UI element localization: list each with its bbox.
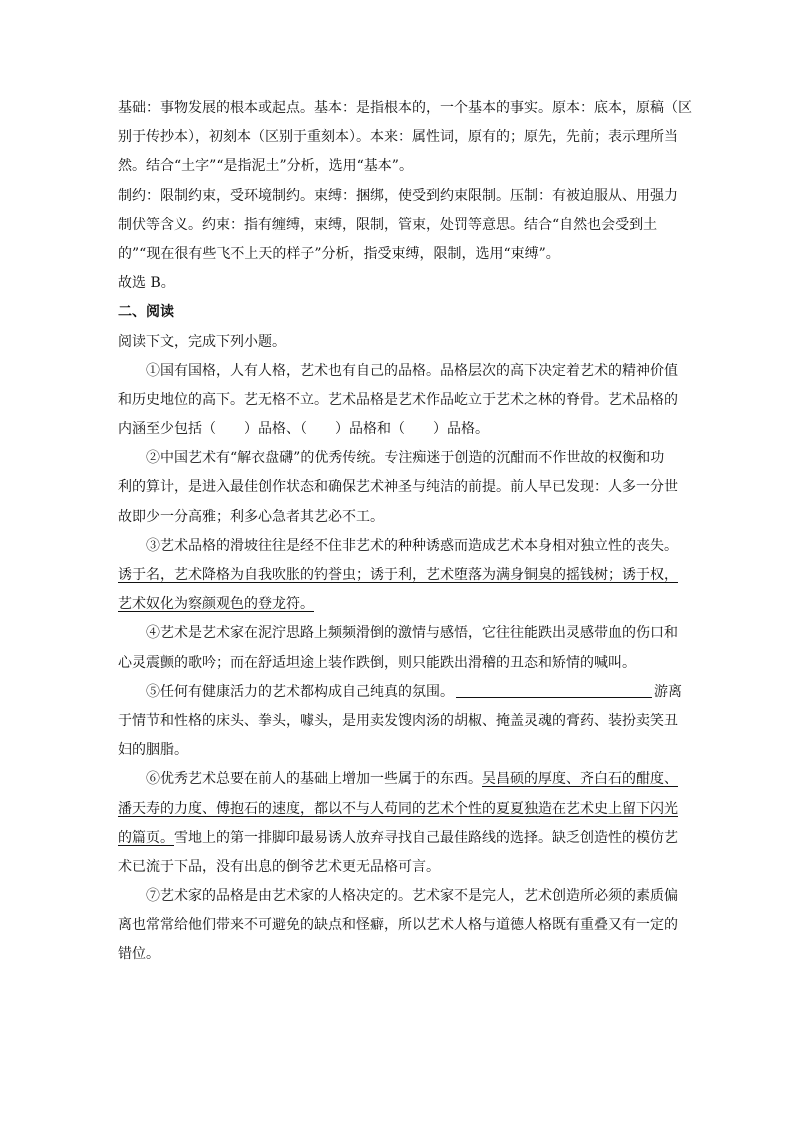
answer-line: 故选 B。: [118, 275, 175, 292]
paragraph-6: [118, 765, 678, 882]
text-line: ②中国艺术有“解衣盘礴”的优秀传统。专注痴迷于创造的沉酣而不作世故的权衡和功: [146, 450, 665, 467]
text-line: 制约：限制约束，受环境制约。束缚：捆绑，使受到约束限制。压制：有被迫服从、用强力: [118, 187, 678, 204]
text-line: 于情节和性格的床头、拳头，噱头，是用卖发馊肉汤的胡椒、掩盖灵魂的膏药、装扮卖笑丑: [118, 712, 678, 729]
text-line: ③艺术品格的滑坡往往是经不住非艺术的种种诱惑而造成艺术本身相对独立性的丧失。: [146, 537, 678, 554]
text-line: [118, 678, 682, 707]
text-line: 心灵震颤的歌吟；而在舒适坦途上装作跌倒，则只能跌出滑稽的丑态和矫情的喊叫。: [118, 654, 636, 671]
text-line: 然。结合“土字”“是指泥土”分析，选用“基本”。: [118, 158, 413, 175]
text-line: 别于传抄本），初刻本（区别于重刻本）。本来：属性词，原有的；原先，先前；表示理所当: [118, 129, 678, 146]
text-line: [118, 824, 678, 853]
text-span: 雪地上的第一排脚印最易诱人放弃寻找自己最佳路线的选择。缺乏创造性的模仿艺: [174, 829, 678, 846]
text-span: 游离: [654, 683, 682, 700]
paragraph-2: [118, 444, 678, 532]
underlined-sentence: 吴昌硕的厚度、齐白石的酣度、: [482, 771, 678, 788]
text-line: 利的算计，是进入最佳创作状态和确保艺术神圣与纯洁的前提。前人早已发现：人多一分世: [118, 479, 678, 496]
section-instruction: 阅读下文，完成下列小题。: [118, 333, 286, 350]
text-line: [118, 765, 678, 794]
fill-in-blank[interactable]: [456, 681, 652, 698]
text-line: [118, 561, 678, 590]
underlined-sentence: 诱于名，艺术降格为自我吹胀的钓誉虫；诱于利，艺术堕落为满身铜臭的摇钱树；诱于权，: [118, 567, 678, 583]
paragraph-3: [118, 532, 678, 620]
paragraph-7: [118, 882, 678, 970]
text-line: 妇的胭脂。: [118, 742, 188, 759]
text-line: 制伏等含义。约束：指有缠缚，束缚，限制，管束，处罚等意思。结合“自然也会受到土: [118, 216, 658, 233]
underlined-sentence: 潘天寿的力度、傅抱石的速度，都以不与人苟同的艺术个性的夏夏独造在艺术史上留下闪光: [118, 800, 678, 817]
text-line: ⑦艺术家的品格是由艺术家的人格决定的。艺术家不是完人，艺术创造所必须的素质偏: [146, 888, 678, 905]
text-line: 的”“现在很有些飞不上天的样子”分析，指受束缚，限制，选用“束缚”。: [118, 245, 560, 262]
document-page: [118, 94, 692, 970]
underlined-sentence: 艺术奴化为察颜观色的登龙符。: [118, 596, 314, 613]
text-line: ④艺术是艺术家在泥泞思路上频频滑倒的激情与感悟，它往往能跌出灵感带血的伤口和: [146, 625, 678, 642]
text-line: 基础：事物发展的根本或起点。基本：是指根本的，一个基本的事实。原本：底本，原稿（区: [118, 100, 692, 116]
section-heading: 二、阅读: [118, 304, 174, 321]
paragraph-4: [118, 619, 678, 677]
text-line: 离也常常给他们带来不可避免的缺点和怪癖，所以艺术人格与道德人格既有重叠又有一定的: [118, 917, 678, 934]
text-line: 故即少一分高雅；利多心急者其艺必不工。: [118, 508, 384, 525]
text-span: ⑤任何有健康活力的艺术都构成自己纯真的氛围。: [146, 683, 454, 700]
text-line: [118, 590, 678, 619]
text-line: 错位。: [118, 946, 160, 963]
explanation-zhiyue: [118, 182, 678, 270]
text-span: ⑥优秀艺术总要在前人的基础上增加一些属于的东西。: [146, 771, 482, 788]
text-line: 和历史地位的高下。艺无格不立。艺术品格是艺术作品屹立于艺术之林的脊骨。艺术品格的: [118, 391, 678, 408]
text-line: [118, 795, 678, 824]
text-line: 内涵至少包括（ ）品格、（ ）品格和（ ）品格。: [118, 421, 489, 438]
underlined-sentence: 的篇页。: [118, 829, 174, 846]
paragraph-5: [118, 678, 682, 766]
paragraph-1: [118, 357, 678, 445]
text-line: 术已流于下品，没有出息的倒爷艺术更无品格可言。: [118, 858, 440, 875]
explanation-jichu: [118, 94, 692, 182]
text-line: ①国有国格，人有人格，艺术也有自己的品格。品格层次的高下决定着艺术的精神价值: [146, 362, 678, 379]
